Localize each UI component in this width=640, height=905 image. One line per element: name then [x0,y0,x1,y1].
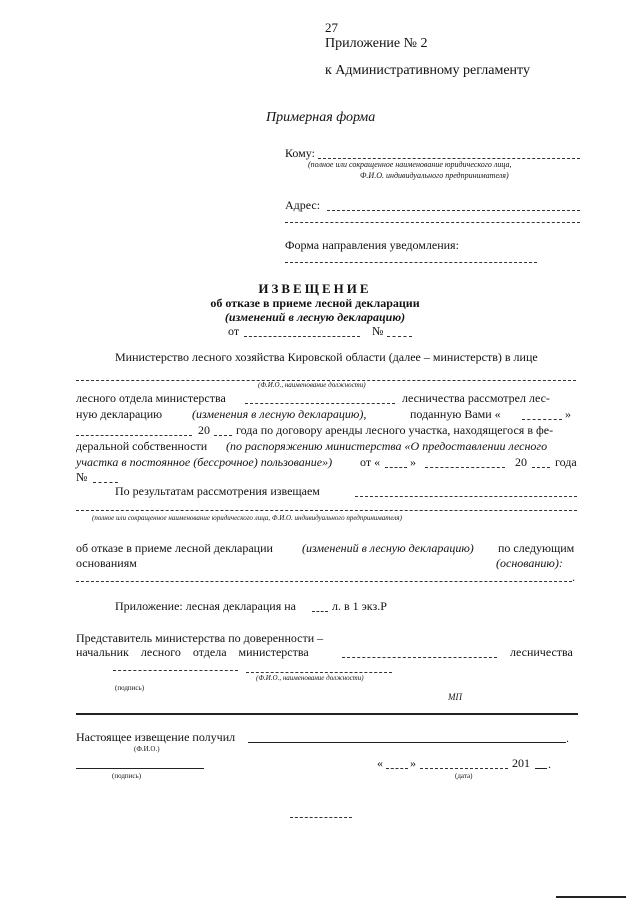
year-field-2[interactable] [532,467,550,468]
section-divider [76,713,578,715]
order-number-field[interactable] [93,482,118,483]
page-number: 27 [325,20,338,35]
date-quote-close: » [410,756,416,770]
p1-line8: № [76,470,88,484]
p3-line1c: по следующим [498,541,575,555]
day-field-2[interactable] [385,467,407,468]
notice-title: ИЗВЕЩЕНИЕ [258,281,372,296]
to-label: Кому: [285,146,315,160]
notify-form-label: Форма направления уведомления: [285,238,459,252]
address-line-2[interactable] [285,222,580,223]
p2-line1: По результатам рассмотрения извещаем [115,484,320,498]
received-year-dot: . [548,757,551,771]
attachment-suffix: л. в 1 экз.Р [332,599,387,613]
rep-hint-fio: (Ф.И.О., наименование должности) [256,674,364,682]
bottom-mark [290,817,352,818]
rep-line2a: начальник лесного отдела министерства [76,645,309,659]
received-label: Настоящее извещение получил [76,730,236,744]
to-hint-1: (полное или сокращенное наименование юридического лица, [308,160,512,169]
p1-line7d: 20 [515,455,527,469]
rep-line2b: лесничества [510,645,573,659]
notify-form-line[interactable] [285,262,537,263]
notice-subtitle-2: (изменений в лесную декларацию) [224,310,406,324]
received-day-field[interactable] [386,768,408,769]
stamp-label: МП [448,692,462,702]
attachment-pages-field[interactable] [312,611,328,612]
corner-mark [556,896,626,898]
address-line-1[interactable] [327,210,580,211]
received-dot: . [566,731,569,745]
received-hint-fio: (Ф.И.О.) [134,745,160,753]
dept-field[interactable] [245,403,395,404]
notice-subtitle: об отказе в приеме лесной декларации [210,296,420,310]
p1-line7c: » [410,455,416,469]
hint-fio-1: (Ф.И.О., наименование должности) [258,381,366,389]
p3-line1a: об отказе в приеме лесной декларации [76,541,273,555]
p3-line2a: основаниям [76,556,137,570]
p1-line5a: 20 [198,423,210,437]
to-hint-2: Ф.И.О. индивидуального предпринимателя) [360,171,509,180]
reasons-field[interactable] [76,581,572,582]
year-field-1[interactable] [214,435,232,436]
address-label: Адрес: [285,198,321,212]
hint-org: (полное или сокращенное наименование юридического лица, Ф.И.О. индивидуального предпринимателя) [92,514,402,522]
rep-hint-sign: (подпись) [115,684,145,692]
month-field-2[interactable] [425,467,505,468]
p3-line2b: (основанию): [496,556,563,570]
received-fio-field[interactable] [248,742,566,743]
date-quote-open: « [377,756,383,770]
p1-line6a: деральной собственности [76,439,208,453]
received-hint-date: (дата) [455,772,473,780]
appendix-subtitle: к Административному регламенту [325,63,530,78]
number-field[interactable] [387,336,412,337]
p1-line4b: (изменения в лесную декларацию), [192,407,367,421]
to-field-line[interactable] [318,158,580,159]
p1-line7a: участка в постоянное (бессрочное) пользование») [76,455,333,469]
org-field-1[interactable] [355,496,577,497]
received-month-field[interactable] [420,768,508,769]
received-hint-sign: (подпись) [112,772,142,780]
rep-dept-field[interactable] [342,657,497,658]
rep-sign-field[interactable] [113,670,238,671]
reasons-dot: . [572,570,575,584]
p1-line7e: года [555,455,577,469]
day-field-1[interactable] [522,419,562,420]
p3-line1b: (изменений в лесную декларацию) [302,541,474,555]
p1-line4c: поданную Вами « [410,407,501,421]
number-label: № [372,324,384,338]
p1-line4a: ную декларацию [76,407,163,421]
p1-line1: Министерство лесного хозяйства Кировской области (далее – министерств) в лице [115,350,538,364]
rep-line1: Представитель министерства по доверенности – [76,631,324,645]
attachment-label: Приложение: лесная декларация на [115,599,296,613]
appendix-title: Приложение № 2 [325,36,428,51]
p1-line3a: лесного отдела министерства [76,391,226,405]
received-year-label: 201 [512,756,530,770]
received-year-field[interactable] [535,768,547,769]
date-field[interactable] [244,336,360,337]
received-sign-field[interactable] [76,768,204,769]
rep-fio-field[interactable] [246,672,392,673]
form-title: Примерная форма [266,110,376,125]
p1-line6b: (по распоряжению министерства «О предоставлении лесного [226,439,548,453]
org-field-2[interactable] [76,510,577,511]
p1-line4d: » [565,407,571,421]
p1-line3b: лесничества рассмотрел лес- [402,391,550,405]
month-field-1[interactable] [76,435,192,436]
p1-line5b: года по договору аренды лесного участка, находящегося в фе- [236,423,554,437]
p1-line7b: от « [360,455,381,469]
date-from-label: от [228,324,240,338]
